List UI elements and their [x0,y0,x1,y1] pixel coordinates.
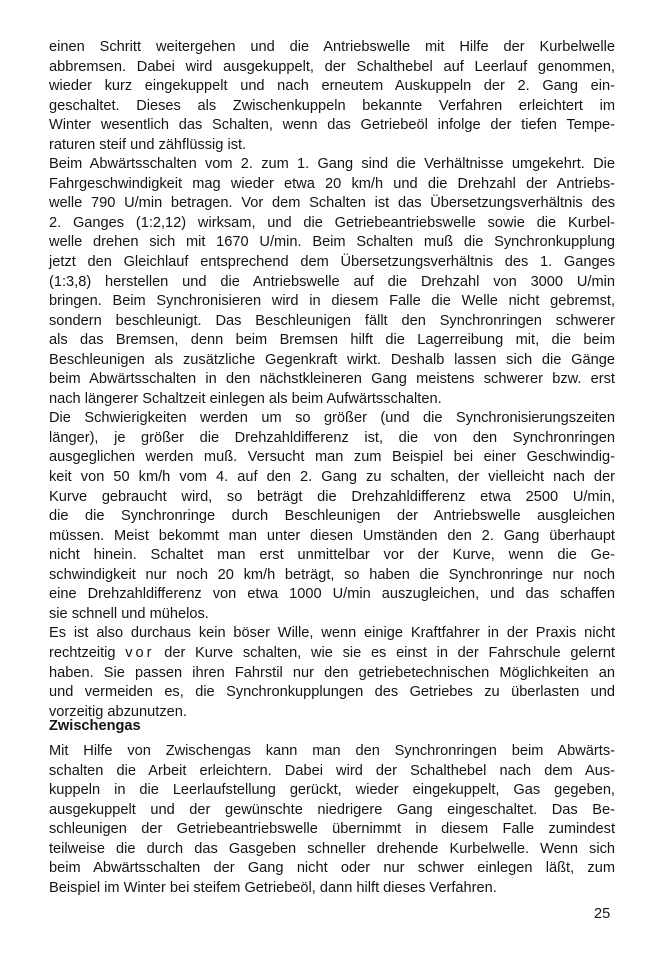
text-line: Beschleunigen als zusätzliche Gegenkraft wirkt. Deshalb lassen sich die Gänge [49,351,615,368]
text-line: raturen steif und zähflüssig ist. [49,136,247,153]
text-line: wieder kurz eingekuppelt und nach erneutem Auskuppeln der 2. Gang ein- [49,78,615,95]
text-line: nach längerer Schaltzeit einlegen als beim Aufwärtsschalten. [49,390,442,407]
text-line: schleunigen der Getriebeantriebswelle übernimmt in diesem Falle zumindest [49,821,615,838]
text-span: der Kurve schalten, wie sie es einst in der Fahrschule gelernt [154,644,615,661]
page-number: 25 [594,906,611,922]
text-line: (1:3,8) herstellen und die Antriebswelle auf die Drehzahl von 3000 U/min [49,273,615,290]
text-line: Winter wesentlich das Schalten, wenn das Getriebeöl infolge der tiefen Tempe- [49,117,615,134]
text-line: teilweise die durch das Gasgeben schneller drehende Kurbelwelle. Wenn sich [49,840,615,857]
text-span: rechtzeitig [49,644,126,661]
text-line: und vermeiden es, die Synchronkupplungen des Getriebes zu überlasten und [49,684,615,701]
section-heading: Zwischengas [49,718,141,734]
text-line [49,644,615,664]
text-line: beim Abwärtsschalten der Gang nicht oder nur schwer einlegen läßt, zum [49,860,615,877]
text-line: Mit Hilfe von Zwischengas kann man den Synchronringen beim Abwärts- [49,743,615,759]
text-line: als das Bremsen, denn beim Bremsen hilft die Lagerreibung mit, die beim [49,332,615,349]
text-line: nicht hinein. Schaltet man erst unmittelbar vor der Kurve, wenn die Ge- [49,547,615,564]
text-line: jetzt den Gleichlauf entsprechend dem Übersetzungsverhältnis des 1. Ganges [49,254,615,271]
text-line: welle 790 U/min betragen. Vor dem Schalten ist das Übersetzungsverhältnis des [49,195,615,212]
text-line: schalten die Arbeit erleichtern. Dabei wird der Schalthebel nach dem Aus- [49,762,615,779]
text-line: ausgeglichen werden muß. Versucht man zum Beispiel bei einer Geschwindig- [49,449,615,466]
text-line: beim Abwärtsschalten in den nächstkleineren Gang meistens schwerer bzw. erst [49,371,615,388]
text-line: Die Schwierigkeiten werden um so größer (und die Synchronisierungszeiten [49,410,615,427]
text-line: vorzeitig abzunutzen. [49,703,187,720]
text-line: die die Synchronringe durch Beschleunigen der Antriebswelle ausgleichen [49,508,615,525]
emphasized-word: vor [125,644,155,661]
text-line: länger), je größer die Drehzahldifferenz ist, die von den Synchronringen [49,429,615,446]
text-line: einen Schritt weitergehen und die Antriebswelle mit Hilfe der Kurbelwelle [49,39,615,55]
text-line: Fahrgeschwindigkeit mag wieder etwa 20 km/h und die Drehzahl der Antriebs- [49,175,615,192]
text-line: haben. Sie passen ihren Fahrstil nur den getriebetechnischen Möglichkeiten an [49,664,615,681]
text-line: welle drehen sich mit 1670 U/min. Beim Schalten muß die Synchronkupplung [49,234,615,251]
section-body-text [49,742,615,898]
text-line: sie schnell und mühelos. [49,605,209,622]
text-line: geschaltet. Dieses als Zwischenkuppeln bekannte Verfahren erleichtert im [49,97,615,114]
text-line: 2. Ganges (1:2,12) wirksam, und die Getriebeantriebswelle sowie die Kurbel- [49,214,615,231]
text-line: Beim Abwärtsschalten vom 2. zum 1. Gang sind die Verhältnisse umgekehrt. Die [49,156,615,173]
text-line: kuppeln in die Leerlaufstellung gerückt, wieder eingekuppelt, Gas gegeben, [49,782,615,799]
text-line: sondern beschleunigt. Das Beschleunigen fällt den Synchronringen schwerer [49,312,615,329]
body-text [49,38,615,722]
text-line: schwindigkeit nur noch 20 km/h beträgt, so haben die Synchronringe nur noch [49,566,615,583]
text-line: Kurve gebraucht wird, so beträgt die Drehzahldifferenz etwa 2500 U/min, [49,488,615,505]
text-line: bringen. Beim Synchronisieren wird in diesem Falle die Welle nicht gebremst, [49,293,615,310]
text-line: Beispiel im Winter bei steifem Getriebeöl, dann hilft dieses Verfahren. [49,879,497,896]
text-line: abbremsen. Dabei wird ausgekuppelt, der Schalthebel auf Leerlauf genommen, [49,58,615,75]
text-line: eine Drehzahldifferenz von etwa 1000 U/min auszugleichen, und das schaffen [49,586,615,603]
text-line: ausgekuppelt und der gewünschte niedrigere Gang eingeschaltet. Das Be- [49,801,615,818]
text-line: müssen. Meist bekommt man unter diesen Umständen den 2. Gang überhaupt [49,527,615,544]
text-line: Es ist also durchaus kein böser Wille, wenn einige Kraftfahrer in der Praxis nicht [49,625,615,642]
text-line: keit von 50 km/h vom 4. auf den 2. Gang zu schalten, der vielleicht nach der [49,469,615,486]
